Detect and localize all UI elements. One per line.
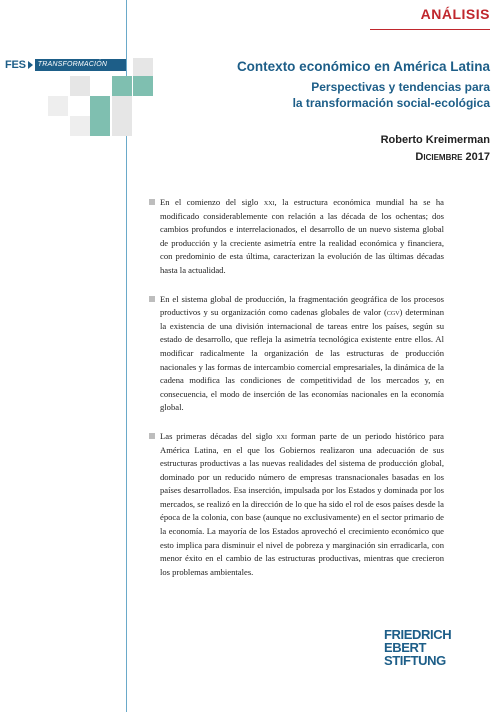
publication-date: Diciembre 2017 [415,151,490,163]
square-bullet-icon [149,433,155,439]
friedrich-ebert-stiftung-logo: FRIEDRICH EBERT STIFTUNG [384,627,452,668]
square-bullet-icon [149,199,155,205]
paragraph: Las primeras décadas del siglo xxi forman parte de un periodo histórico para América Latina, en el que los Gobiernos realizaron una adecuación de sus estructuras productivas a las nuevas realidades del sistema de producción global, dominado por un reducido número de empresas transnacionales basadas en los países desarrollados. Esa inserción, impulsada por los Estados y dominada por los mercados, se realizó en la dirección de lo que ha sido el rol de esos países desde la época de la colonia, con base (aunque no exclusivamente) en el sector primario de la economía. La mayoría de los Estados aprovechó el crecimiento económico que esto implica para disminuir el nivel de pobreza y marginación sin erradicarla, con menor éxito en el cambio de las estructuras productivas, mientras que crecieron los problemas ambientales. [160,430,444,580]
mosaic-square [133,58,153,78]
logo-tag-text: TRANSFORMACIÓN [35,59,126,71]
mosaic-square [112,76,132,96]
subtitle-line-1: Perspectivas y tendencias para [311,80,490,94]
mosaic-square [70,116,90,136]
logo-fes-text: FES [5,59,26,71]
logo-arrow-icon [28,61,33,69]
subtitle-line-2: la transformación social-ecológica [292,96,490,110]
mosaic-square [48,96,68,116]
document-subtitle [160,79,490,111]
mosaic-square [90,116,110,136]
mosaic-square [90,96,110,116]
author-name: Roberto Kreimerman [380,134,490,146]
mosaic-square [112,96,132,116]
mosaic-square [112,116,132,136]
badge-underline [370,29,490,30]
category-badge: ANÁLISIS [420,6,490,22]
fes-transformacion-logo [0,59,126,71]
mosaic-square [133,76,153,96]
document-title: Contexto económico en América Latina [236,59,490,74]
mosaic-square [70,76,90,96]
article-body [160,196,444,594]
paragraph: En el comienzo del siglo xxi, la estructura económica mundial ha se ha modificado considerablemente con relación a las década de los ochentas; dos cambios profundos e interrelacionados, el desarrollo de un nuevo sistema global de producción y la creciente asimetría entre la realidad económica y financiera, con predominio de esta última, caracterizan la evolución de las últimas décadas hasta la actualidad. [160,196,444,278]
paragraph: En el sistema global de producción, la fragmentación geográfica de los procesos productivos y su organización como cadenas globales de valor (cgv) determinan la existencia de una división internacional de tareas entre los países, según su estado de desarrollo, que refleja la asimetría tecnológica existente entre ellos. Al modificar radicalmente la organización de las estructuras de producción nacionales y las formas de intercambio comercial empresariales, la dinámica de la cadena modifica las condiciones de competitividad de los mercados y, en consecuencia, el modo de inserción de las economías nacionales en la economía global. [160,293,444,415]
square-bullet-icon [149,296,155,302]
